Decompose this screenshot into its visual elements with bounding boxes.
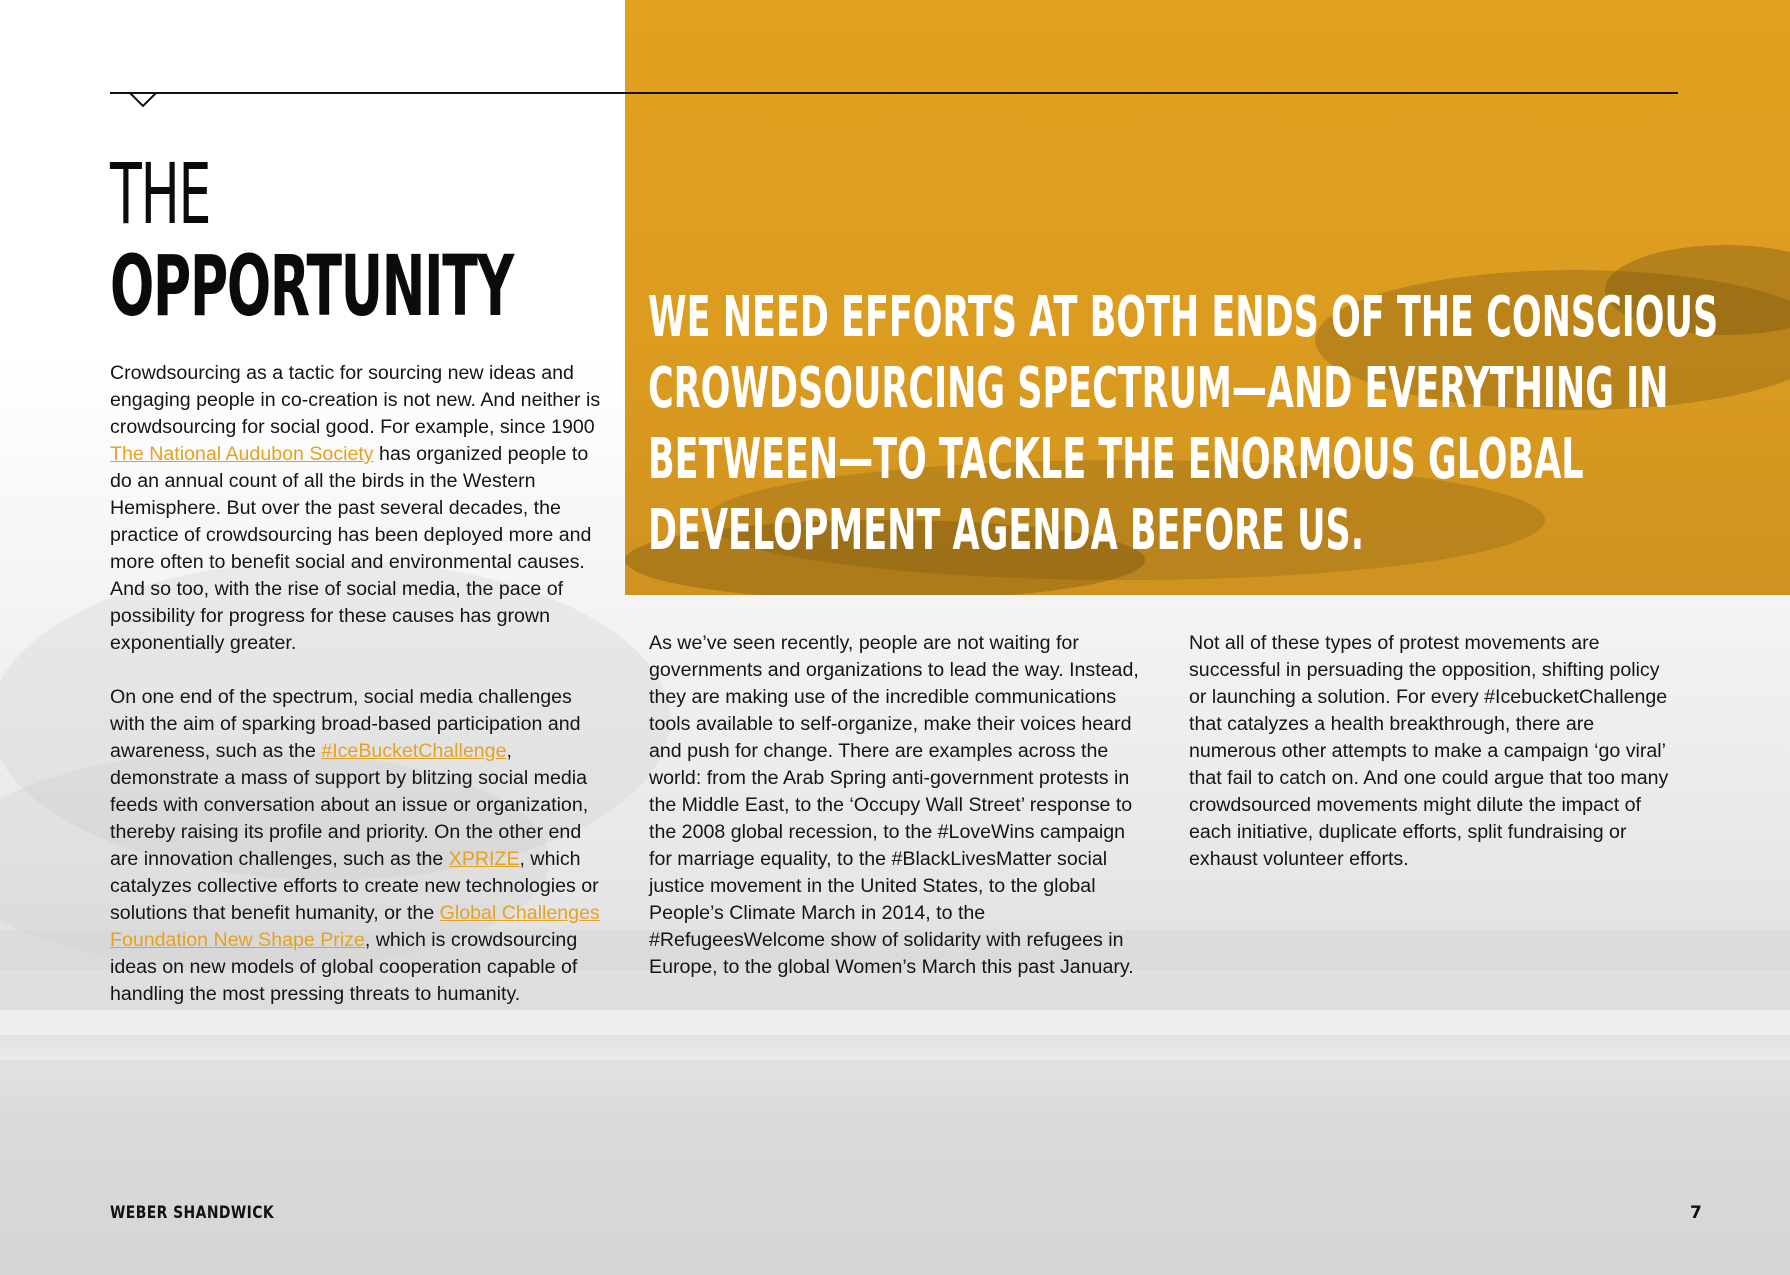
paragraph-text: , demonstrate a mass of support by blitzing social media feeds with conversation about an issue or organization, thereby raising its profile and priority. On the other end are innovation challenges, such as the xyxy=(110,740,589,870)
text-column-2 xyxy=(649,630,1139,1008)
audubon-society-link[interactable]: The National Audubon Society xyxy=(110,443,374,465)
pull-quote: WE NEED EFFORTS AT BOTH ENDS OF THE CONSCIOUS CROWDSOURCING SPECTRUM—AND EVERYTHING IN BETWEEN—TO TACKLE THE ENORMOUS GLOBAL DEVELOPMENT AGENDA BEFORE US. xyxy=(648,285,1719,563)
paragraph-text: On one end of the spectrum, social media challenges with the aim of sparking broad-based participation and awareness, such as the xyxy=(110,686,581,762)
paragraph-text: , which is crowdsourcing ideas on new models of global cooperation capable of handling the most pressing threats to humanity. xyxy=(110,929,578,1005)
global-challenges-foundation-link[interactable]: Global Challenges Foundation New Shape Prize xyxy=(110,902,600,951)
page-title-line-1: THE xyxy=(110,145,211,243)
paragraph-text: , which catalyzes collective efforts to create new technologies or solutions that benefit humanity, or the xyxy=(110,848,599,924)
paragraph-crowdsourcing-history xyxy=(110,360,610,657)
icebucketchallenge-link[interactable]: #IceBucketChallenge xyxy=(321,740,507,762)
paragraph-protest-limits: Not all of these types of protest movements are successful in persuading the opposition, shifting policy or launching a solution. For every #IcebucketChallenge that catalyzes a health breakthrough, there are numerous other attempts to make a campaign ‘go viral’ that fail to catch on. And one could argue that too many crowdsourced movements might dilute the impact of each initiative, duplicate efforts, split fundraising or exhaust volunteer efforts. xyxy=(1189,632,1669,870)
page-title xyxy=(110,145,514,335)
xprize-link[interactable]: XPRIZE xyxy=(448,848,520,870)
text-column-1 xyxy=(110,360,610,1035)
footer-brand: WEBER SHANDWICK xyxy=(110,1203,275,1223)
text-column-3 xyxy=(1189,630,1679,900)
top-divider-line xyxy=(110,92,1678,94)
chevron-down-icon xyxy=(128,92,158,110)
page-number: 7 xyxy=(1690,1203,1702,1223)
paragraph-spectrum xyxy=(110,684,610,1008)
paragraph-text: has organized people to do an annual count of all the birds in the Western Hemisphere. But over the past several decades, the practice of crowdsourcing has been deployed more and more often to benefit social and environmental causes. And so too, with the rise of social media, the pace of possibility for progress for these causes has grown exponentially greater. xyxy=(110,443,592,654)
paragraph-protest-examples: As we’ve seen recently, people are not waiting for governments and organizations to lead the way. Instead, they are making use of the incredible communications tools available to self-organize, make their voices heard and push for change. There are examples across the world: from the Arab Spring anti-government protests in the Middle East, to the ‘Occupy Wall Street’ response to the 2008 global recession, to the #LoveWins campaign for marriage equality, to the #BlackLivesMatter social justice movement in the United States, to the global People’s Climate March in 2014, to the #RefugeesWelcome show of solidarity with refugees in Europe, to the global Women’s March this past January. xyxy=(649,632,1139,978)
paragraph-text: Crowdsourcing as a tactic for sourcing new ideas and engaging people in co-creation is not new. And neither is crowdsourcing for social good. For example, since 1900 xyxy=(110,362,601,438)
page-title-line-2: OPPORTUNITY xyxy=(110,237,514,335)
